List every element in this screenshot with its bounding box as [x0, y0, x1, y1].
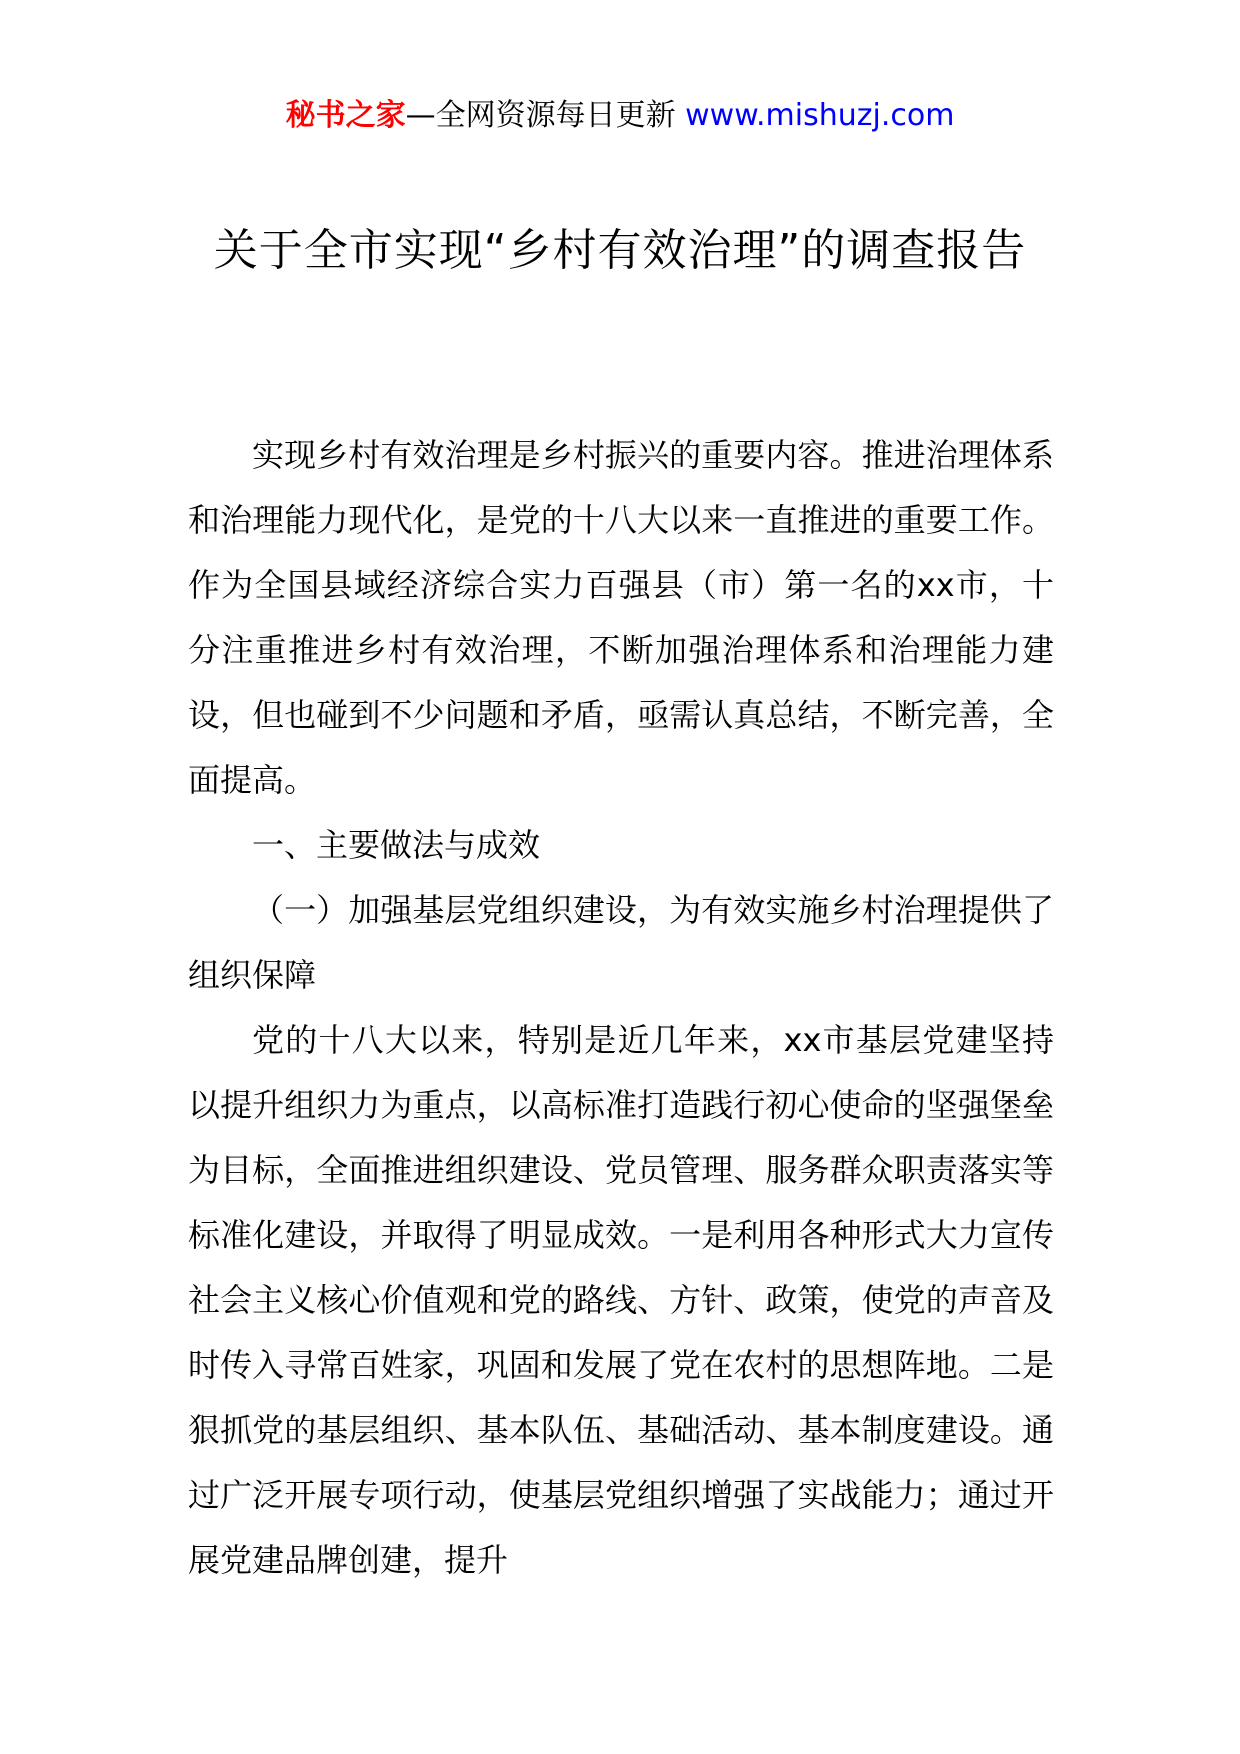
intro-paragraph: 实现乡村有效治理是乡村振兴的重要内容。推进治理体系和治理能力现代化，是党的十八大以来一直推进的重要工作。作为全国县域经济综合实力百强县（市）第一名的xx市，十分注重推进乡村有效治理，不断加强治理体系和治理能力建设，但也碰到不少问题和矛盾，亟需认真总结，不断完善，全面提高。: [188, 436, 1054, 799]
section-heading: 一、主要做法与成效: [252, 826, 541, 864]
document-body: [188, 423, 1054, 1593]
subsection-heading: （一）加强基层党组织建设，为有效实施乡村治理提供了组织保障: [188, 891, 1054, 994]
site-brand: 秘书之家: [285, 98, 406, 133]
site-url-link[interactable]: www.mishuzj.com: [685, 98, 955, 133]
site-tagline: —全网资源每日更新: [405, 98, 686, 133]
document-title: 关于全市实现“乡村有效治理”的调查报告: [213, 225, 1027, 276]
body-paragraph: 党的十八大以来，特别是近几年来，xx市基层党建坚持以提升组织力为重点，以高标准打造践行初心使命的坚强堡垒为目标，全面推进组织建设、党员管理、服务群众职责落实等标准化建设，并取得了明显成效。一是利用各种形式大力宣传社会主义核心价值观和党的路线、方针、政策，使党的声音及时传入寻常百姓家，巩固和发展了党在农村的思想阵地。二是狠抓党的基层组织、基本队伍、基础活动、基本制度建设。通过广泛开展专项行动，使基层党组织增强了实战能力；通过开展党建品牌创建，提升: [188, 1021, 1054, 1579]
site-header: [0, 96, 1240, 136]
